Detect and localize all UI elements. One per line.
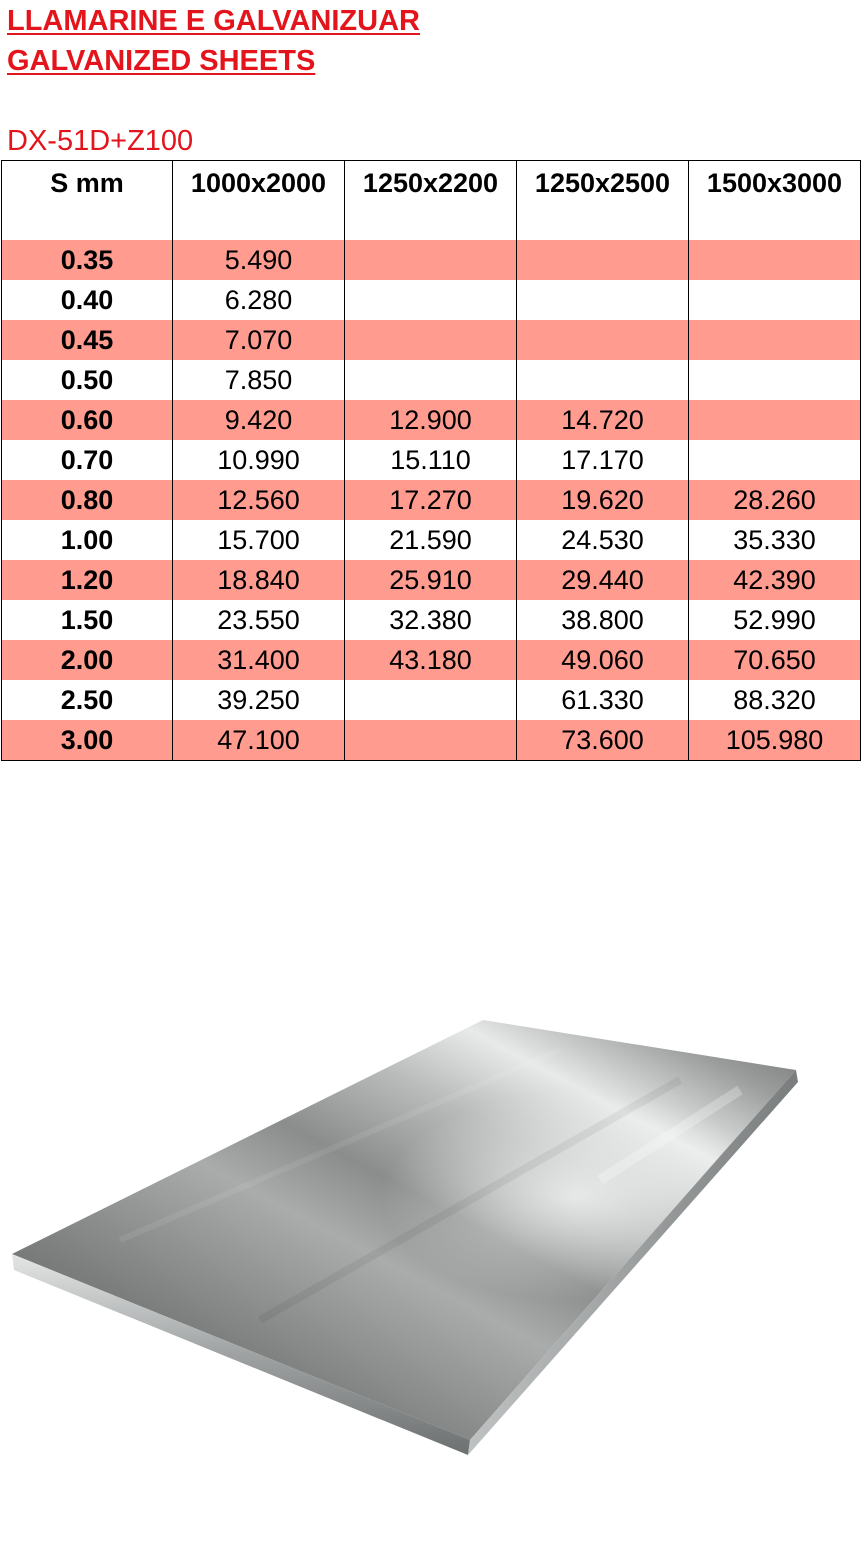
table-row [2, 360, 861, 400]
weight-cell: 21.590 [345, 520, 517, 560]
weight-cell: 23.550 [173, 600, 345, 640]
weight-cell: 7.850 [173, 360, 345, 400]
thickness-cell: 0.35 [2, 240, 173, 280]
weight-cell: 105.980 [689, 720, 861, 761]
page-subtitle: GALVANIZED SHEETS [7, 45, 316, 77]
weight-cell: 7.070 [173, 320, 345, 360]
weight-cell: 15.700 [173, 520, 345, 560]
galvanized-sheet-photo [0, 880, 861, 1500]
weight-cell: 52.990 [689, 600, 861, 640]
weight-cell: 5.490 [173, 240, 345, 280]
table-row [2, 640, 861, 680]
weight-cell: 12.560 [173, 480, 345, 520]
weight-cell [689, 280, 861, 320]
weight-cell: 31.400 [173, 640, 345, 680]
weight-cell: 18.840 [173, 560, 345, 600]
weight-cell: 10.990 [173, 440, 345, 480]
thickness-cell: 1.50 [2, 600, 173, 640]
weight-cell: 19.620 [517, 480, 689, 520]
thickness-cell: 0.45 [2, 320, 173, 360]
thickness-cell: 0.70 [2, 440, 173, 480]
weight-cell: 61.330 [517, 680, 689, 720]
thickness-cell: 2.50 [2, 680, 173, 720]
weight-cell: 70.650 [689, 640, 861, 680]
thickness-cell: 2.00 [2, 640, 173, 680]
weight-cell: 49.060 [517, 640, 689, 680]
column-header-thickness: S mm [2, 161, 173, 241]
column-header-size: 1250x2500 [517, 161, 689, 241]
table-row [2, 440, 861, 480]
weight-cell: 15.110 [345, 440, 517, 480]
column-header-size: 1250x2200 [345, 161, 517, 241]
weight-cell: 9.420 [173, 400, 345, 440]
weight-cell: 32.380 [345, 600, 517, 640]
weight-cell: 25.910 [345, 560, 517, 600]
weight-cell [345, 680, 517, 720]
weight-cell: 12.900 [345, 400, 517, 440]
weight-cell: 29.440 [517, 560, 689, 600]
weight-cell: 39.250 [173, 680, 345, 720]
table-row [2, 240, 861, 280]
weight-cell: 42.390 [689, 560, 861, 600]
weight-cell: 6.280 [173, 280, 345, 320]
thickness-cell: 0.80 [2, 480, 173, 520]
table-row [2, 720, 861, 761]
table-row [2, 280, 861, 320]
table-row [2, 320, 861, 360]
weight-cell: 88.320 [689, 680, 861, 720]
weight-cell [517, 320, 689, 360]
weight-cell [345, 320, 517, 360]
table-row [2, 560, 861, 600]
weight-cell: 35.330 [689, 520, 861, 560]
weight-cell [517, 240, 689, 280]
page-title: LLAMARINE E GALVANIZUAR [7, 5, 420, 37]
table-row [2, 680, 861, 720]
weight-cell: 17.170 [517, 440, 689, 480]
weight-cell [689, 400, 861, 440]
table-header-row [2, 161, 861, 241]
weight-cell [689, 240, 861, 280]
thickness-cell: 1.00 [2, 520, 173, 560]
weight-cell [345, 240, 517, 280]
weight-cell [345, 360, 517, 400]
sheet-weight-table [1, 160, 861, 761]
table-row [2, 600, 861, 640]
weight-cell: 47.100 [173, 720, 345, 761]
thickness-cell: 0.60 [2, 400, 173, 440]
table-row [2, 400, 861, 440]
thickness-cell: 0.50 [2, 360, 173, 400]
weight-cell: 14.720 [517, 400, 689, 440]
table-row [2, 480, 861, 520]
column-header-size: 1500x3000 [689, 161, 861, 241]
column-header-size: 1000x2000 [173, 161, 345, 241]
weight-cell [689, 360, 861, 400]
weight-cell [689, 440, 861, 480]
table-row [2, 520, 861, 560]
weight-cell [517, 360, 689, 400]
weight-cell: 17.270 [345, 480, 517, 520]
weight-cell [517, 280, 689, 320]
weight-cell [345, 720, 517, 761]
weight-cell [689, 320, 861, 360]
weight-cell: 73.600 [517, 720, 689, 761]
weight-cell: 28.260 [689, 480, 861, 520]
steel-grade-label: DX-51D+Z100 [7, 125, 194, 157]
thickness-cell: 0.40 [2, 280, 173, 320]
weight-cell: 38.800 [517, 600, 689, 640]
thickness-cell: 1.20 [2, 560, 173, 600]
weight-cell: 43.180 [345, 640, 517, 680]
weight-cell: 24.530 [517, 520, 689, 560]
weight-cell [345, 280, 517, 320]
thickness-cell: 3.00 [2, 720, 173, 761]
